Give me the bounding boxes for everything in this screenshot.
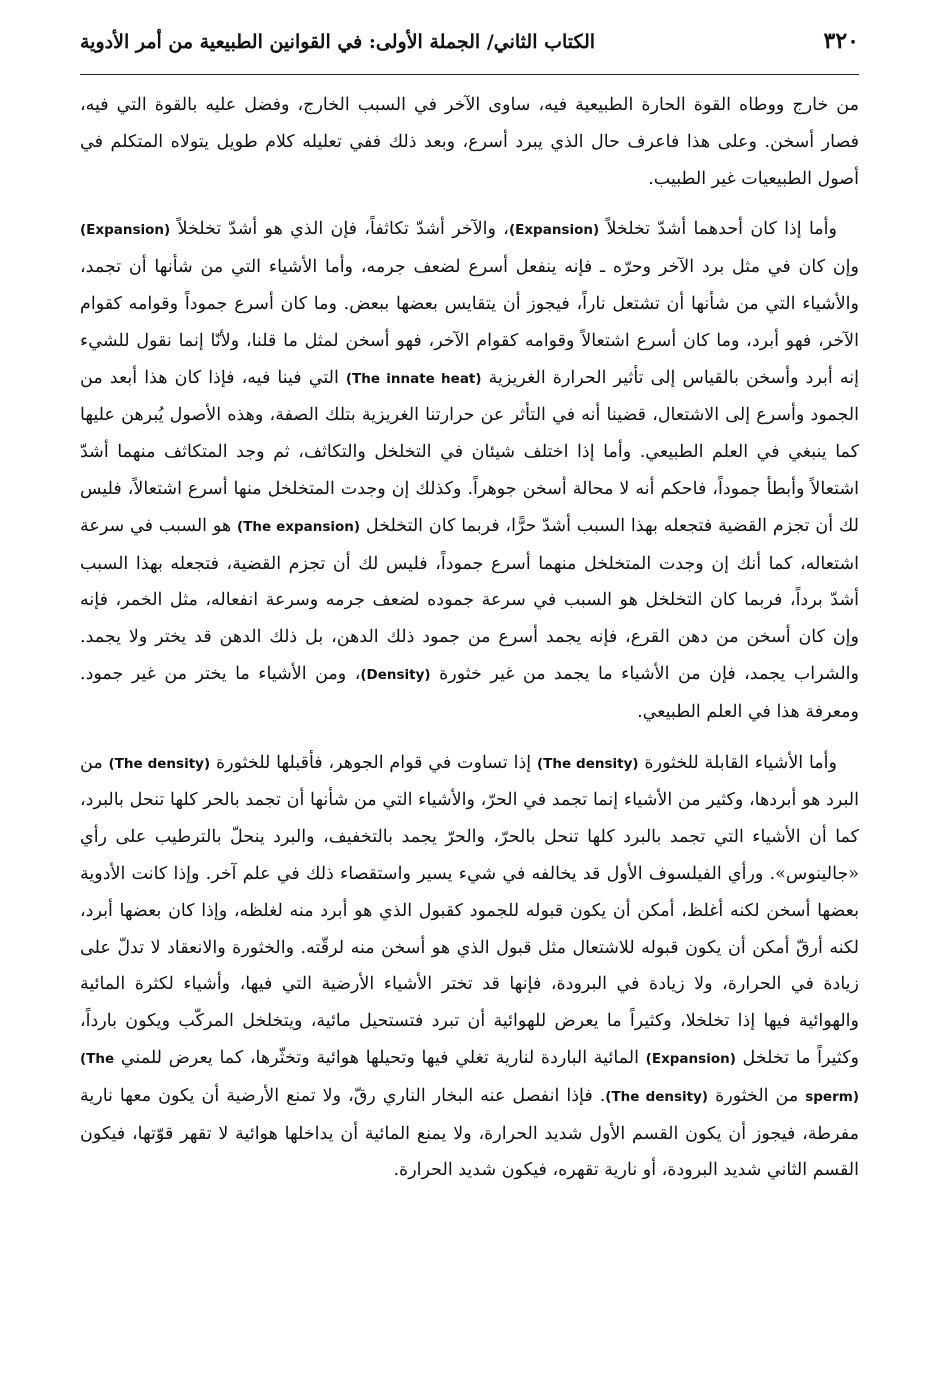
text-run: ، ومن الأشياء ما يختر من غير جمود. ومعرفة هذا في العلم الطبيعي.	[80, 663, 859, 722]
paragraph	[80, 745, 859, 1190]
text-run: وأما إذا كان أحدهما أشدّ تخلخلاً	[599, 219, 837, 240]
english-gloss: (Expansion)	[508, 222, 600, 239]
english-gloss: (The expansion)	[237, 518, 361, 535]
text-run: من البرد هو أبردها، وكثير من الأشياء إنما تجمد في الحرّ، والأشياء التي من شأنها أن تجمد بالحر كلها تنحل بالبرد، كما أن الأشياء التي تجمد بالبرد كلها تنحل بالحرّ، والحرّ يجمد بالتخفيف، والبرد ينحلّ بالترطيب على رأي «جالينوس». ورأي الفيلسوف الأول قد يخالفه في شيء يسير واستقصاء ذلك في علم آخر. وإذا كانت الأدوية بعضها أسخن لكنه أغلظ، أمكن أن يكون قبوله للجمود كقبول الذي هو أبرد منه لغلظه، وإذا كان بعضها أبرد، لكنه أرقّ أمكن أن يكون قبوله للاشتعال مثل قبول الذي هو أسخن منه لرقّته. والخثورة والانعقاد لا تدلّ على زيادة في الحرارة، ولا زيادة في البرودة، فإنها قد تختر الأشياء الأرضية التي فيها، وأشياء لكثرة المائية والهوائية فيها إذا تخلخلا، وكثيراً ما يعرض للهوائية أن تبرد فتستحيل مائية، ويتخلخل المركّب ويكون بارداً، وكثيراً ما تخلخل	[80, 752, 859, 1068]
text-run: ، والآخر أشدّ تكاثفاً، فإن الذي هو أشدّ تخلخلاً	[170, 219, 509, 240]
text-run: وأما الأشياء القابلة للخثورة	[638, 752, 837, 773]
text-run: إذا تساوت في قوام الجوهر، فأقبلها للخثورة	[210, 752, 537, 773]
english-gloss: (The density)	[108, 755, 211, 772]
english-gloss: (The density)	[536, 755, 639, 772]
english-gloss: (Expansion)	[645, 1050, 736, 1067]
english-gloss: (The density)	[605, 1088, 709, 1105]
english-gloss: (The innate heat)	[345, 370, 482, 387]
paragraph	[80, 87, 859, 197]
text-run: هو السبب في سرعة اشتعاله، كما أنك إن وجدت المتخلخل منهما أسرع جموداً، فليس لك أن تجزم القضية، فتجعله بهذا السبب أشدّ برداً، فربما كان التخلخل هو السبب في سرعة جموده لضعف جرمه وسرعة انفعاله، مثل الخمر، فإنه وإن كان أسخن من دهن القرع، فإنه يجمد أسرع من جمود ذلك الدهن، بل ذلك الدهن قد يختر ولا يجمد. والشراب يجمد، فإن من الأشياء ما يجمد من غير خثورة	[80, 515, 859, 684]
english-gloss: (The sperm)	[80, 1050, 859, 1105]
paragraph	[80, 211, 859, 730]
page-number: ٣٢٠	[823, 28, 859, 54]
header-divider	[80, 74, 859, 75]
page-header	[80, 28, 859, 72]
text-run: وإن كان في مثل برد الآخر وحرّه ـ فإنه ينفعل أسرع لضعف جرمه، وأما الأشياء التي من شأنها أن تجمد، والأشياء التي من شأنها أن تشتعل ناراً، فيجوز أن يتقايس بعضها ببعض. وما كان أسرع جموداً وقوامه كقوام الآخر، فهو أبرد، وما كان أسرع اشتعالاً وقوامه كقوام الآخر، فهو أسخن لمثل ما قلنا، ولأنّا إنما نقول للشيء إنه أبرد وأسخن بالقياس إلى تأثير الحرارة الغريزية	[80, 257, 859, 388]
text-run: المائية الباردة لنارية تغلي فيها وتحيلها هوائية وتخثّرها، كما يعرض للمني	[114, 1047, 646, 1068]
english-gloss: (Density)	[360, 666, 431, 683]
english-gloss: (Expansion)	[80, 222, 171, 239]
text-run: من خارج ووطاه القوة الحارة الطبيعية فيه، ساوى الآخر في السبب الخارج، وفضل عليه بالقوة التي فيه، فصار أسخن. وعلى هذا فاعرف حال الذي يبرد أسرع، وبعد ذلك ففي تعليله كلام طويل يتولاه المتكلم في أصول الطبيعيات غير الطبيب.	[80, 95, 859, 189]
text-run: . فإذا انفصل عنه البخار الناري رقّ، ولا تمنع الأرضية أن يكون معها نارية مفرطة، فيجوز أن يكون القسم الأول شديد الحرارة، ولا يمنع المائية أن يداخلها هوائية لا تقهر قوّتها، فيكون القسم الثاني شديد البرودة، أو نارية تقهره، فيكون شديد الحرارة.	[80, 1085, 859, 1181]
text-run: التي فينا فيه، فإذا كان هذا أبعد من الجمود وأسرع إلى الاشتعال، قضينا أنه في التأثر عن حرارتنا الغريزية بتلك الصفة، وهذه الأصول يُبرهن عليها كما ينبغي في العلم الطبيعي. وأما إذا اختلف شيئان في التخلخل والتكاثف، ثم وجد المتكاثف منهما أشدّ اشتعالاً وأبطأ جموداً، فاحكم أنه لا محالة أسخن جوهراً. وكذلك إن وجدت المتخلخل منها أسرع اشتعالاً، فليس لك أن تجزم القضية فتجعله بهذا السبب أشدّ حرًّا، فربما كان التخلخل	[80, 367, 859, 536]
body-text	[80, 87, 859, 1189]
running-title: الكتاب الثاني/ الجملة الأولى: في القوانين الطبيعية من أمر الأدوية	[80, 31, 596, 53]
text-run: من الخثورة	[708, 1085, 806, 1106]
